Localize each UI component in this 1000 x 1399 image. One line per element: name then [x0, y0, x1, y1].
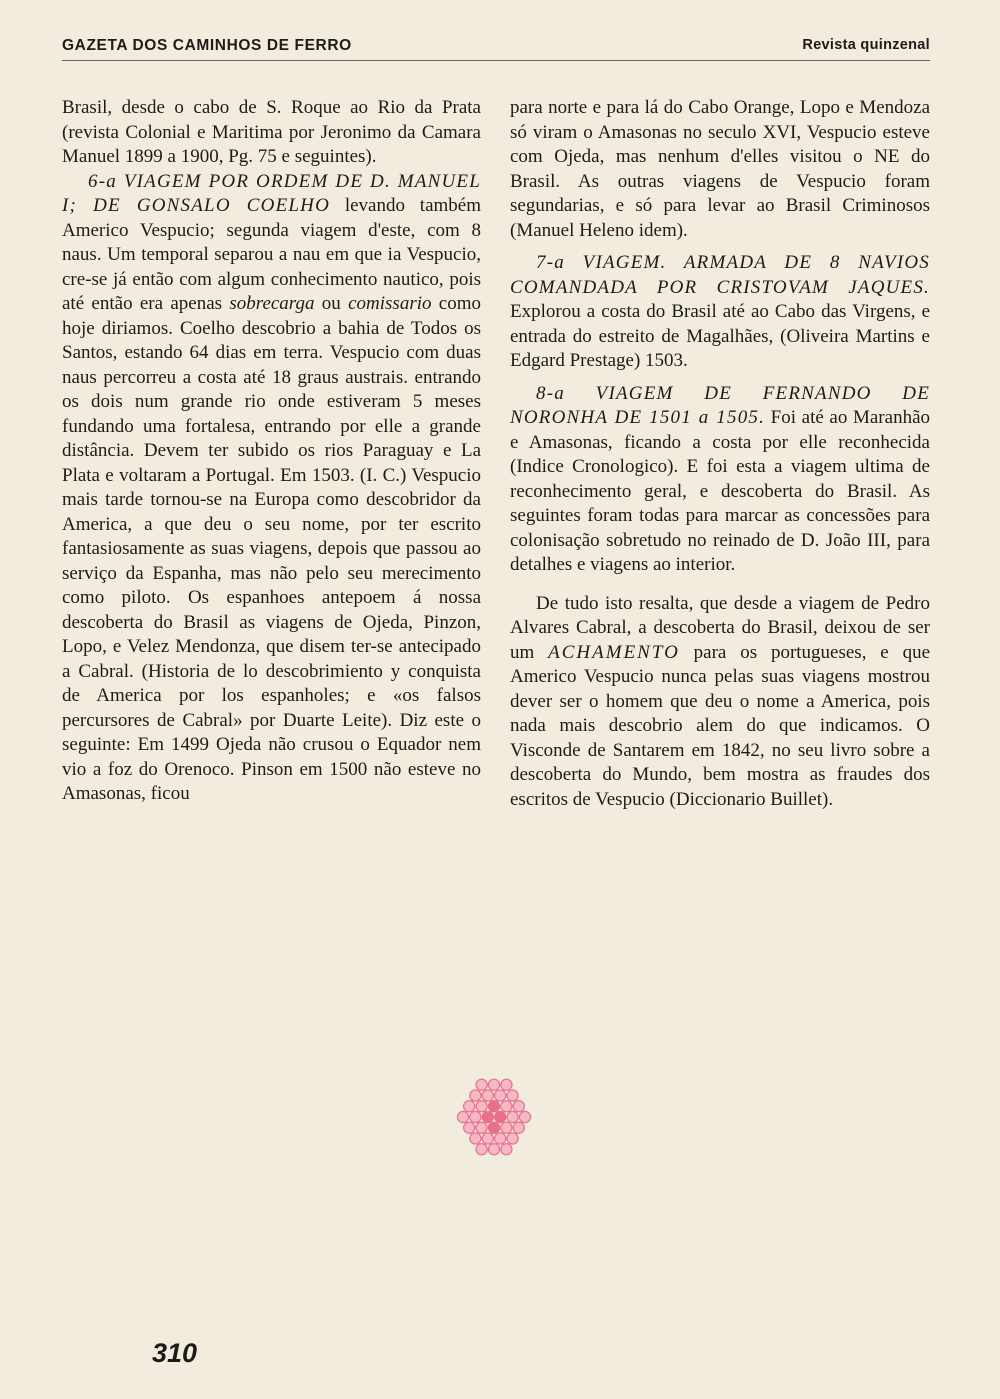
emphasis: comissario [348, 293, 432, 314]
right-column [510, 96, 930, 812]
rope-strand [470, 1111, 481, 1122]
rope-strand [495, 1090, 506, 1101]
rope-strand [470, 1090, 481, 1101]
rope-strand [488, 1122, 499, 1133]
paragraph-text: ou [314, 293, 349, 314]
paragraph-text: De tudo isto resalta, que desde a viagem de Pedro Alvares Cabral, a descoberta do Brasil, deixou de ser um [510, 592, 930, 663]
rope-strand [507, 1133, 518, 1144]
paragraph [510, 251, 930, 374]
emphasis: ACHAMENTO [548, 641, 680, 663]
rope-strand [482, 1111, 493, 1122]
rope-strand [476, 1101, 487, 1112]
section-heading: 6-a VIAGEM POR ORDEM DE D. MANUEL I; DE GONSALO COELHO [62, 170, 481, 216]
journal-subtitle: Revista quinzenal [802, 37, 930, 53]
section-heading: 7-a VIAGEM. ARMADA DE 8 NAVIOS COMANDADA POR CRISTOVAM JAQUES. [510, 252, 930, 298]
rope-strand [482, 1133, 493, 1144]
page-number: 310 [152, 1338, 198, 1368]
rope-strand [513, 1122, 524, 1133]
journal-title: GAZETA DOS CAMINHOS DE FERRO [62, 37, 352, 54]
rope-strand [501, 1101, 512, 1112]
paragraph [510, 592, 930, 813]
emphasis: sobrecarga [229, 293, 315, 314]
rope-strand [488, 1101, 499, 1112]
rope-strand [457, 1111, 468, 1122]
rope-strand [495, 1133, 506, 1144]
paragraph [510, 382, 930, 578]
section-heading: 8-a VIAGEM DE FERNANDO DE NORONHA DE 1501 a 1505. [510, 382, 930, 428]
running-header [62, 36, 930, 61]
rope-strand [501, 1122, 512, 1133]
paragraph: Brasil, desde o cabo de S. Roque ao Rio da Prata (revista Colonial e Maritima por Jeronimo da Camara Manuel 1899 a 1900, Pg. 75 e seguintes). [62, 97, 481, 167]
rope-strand [488, 1144, 499, 1155]
rope-strand [464, 1101, 475, 1112]
rope-strand [501, 1144, 512, 1155]
rope-strand [482, 1090, 493, 1101]
paragraph-text: para os portugueses, e que Americo Vespucio nunca pelas suas viagens mostrou dever ser o homem que deu o nome a America, pois nada mais descobrio alem do que indicamos. O Visconde de Santarem em 1842, no seu livro sobre a descoberta do Mundo, bem mostra as fraudes dos escritos de Vespucio (Diccionario Buillet). [510, 641, 931, 810]
rope-cross-section-icon [452, 1075, 536, 1159]
rope-strand [507, 1111, 518, 1122]
paragraph-text: como hoje diriamos. Coelho descobrio a bahia de Todos os Santos, estando 64 dias em terra. Vespucio com duas naus percorreu a costa até 18 graus austrais. entrando os dois num grande rio onde estiveram 5 meses fundando uma fortalesa, entrando por elle a grande distância. Devem ter subido os rios Paraguay e La Plata e voltaram a Portugal. Em 1503. (I. C.) Vespucio mais tarde tornou-se na Europa como descobridor da America, a que deu o seu nome, por ter escrito fantasiosamente as suas viagens, depois que passou ao serviço da Espanha, mas não pelo seu merecimento como piloto. Os espanhoes antepoem á nossa descoberta do Brasil as viagens de Ojeda, Pinzon, Lopo, e Velez Mendonza, que disem ter-se antecipado a Cabral. (Historia de lo descobrimiento y conquista de America por los espanholes; e «os falsos percursores de Cabral» por Duarte Leite). Diz este o seguinte: Em 1499 Ojeda não crusou o Equador nem vio a foz do Orenoco. Pinson em 1500 não esteve no Amasonas, ficou [62, 293, 482, 804]
rope-strand [476, 1144, 487, 1155]
rope-strand [464, 1122, 475, 1133]
rope-strand [501, 1079, 512, 1090]
paragraph-text: Explorou a costa do Brasil até ao Cabo das Virgens, e entrada do estreito de Magalhães, (Oliveira Martins e Edgard Prestage) 1503. [510, 301, 930, 371]
rope-strand [476, 1079, 487, 1090]
paragraph: para norte e para lá do Cabo Orange, Lopo e Mendoza só viram o Amasonas no seculo XVI, Vespucio esteve com Ojeda, mas nenhum d'elles visitou o NE do Brasil. As outras viagens de Vespucio foram segundarias, e só para levar ao Brasil Criminosos (Manuel Heleno idem). [510, 97, 930, 241]
rope-strand [507, 1090, 518, 1101]
rope-strand [470, 1133, 481, 1144]
paragraph [62, 170, 481, 807]
rope-strand [495, 1111, 506, 1122]
rope-strand [513, 1101, 524, 1112]
rope-strand [519, 1111, 530, 1122]
rope-strand [476, 1122, 487, 1133]
rope-strand [488, 1079, 499, 1090]
paragraph-text: Foi até ao Maranhão e Amasonas, ficando a costa por elle reconhecida (Indice Cronologico). E foi esta a viagem ultima de reconhecimento geral, e descoberta do Brasil. As seguintes foram todas para marcar as concessões para colonisação sobretudo no reinado de D. João III, para detalhes e viagens ao interior. [510, 407, 930, 575]
paragraph-text: levando também Americo Vespucio; segunda viagem d'este, com 8 naus. Um temporal separou a nau em que ia Vespucio, cre-se já então com algum conhecimento nautico, pois até então era apenas [62, 195, 481, 314]
left-column [62, 96, 481, 807]
